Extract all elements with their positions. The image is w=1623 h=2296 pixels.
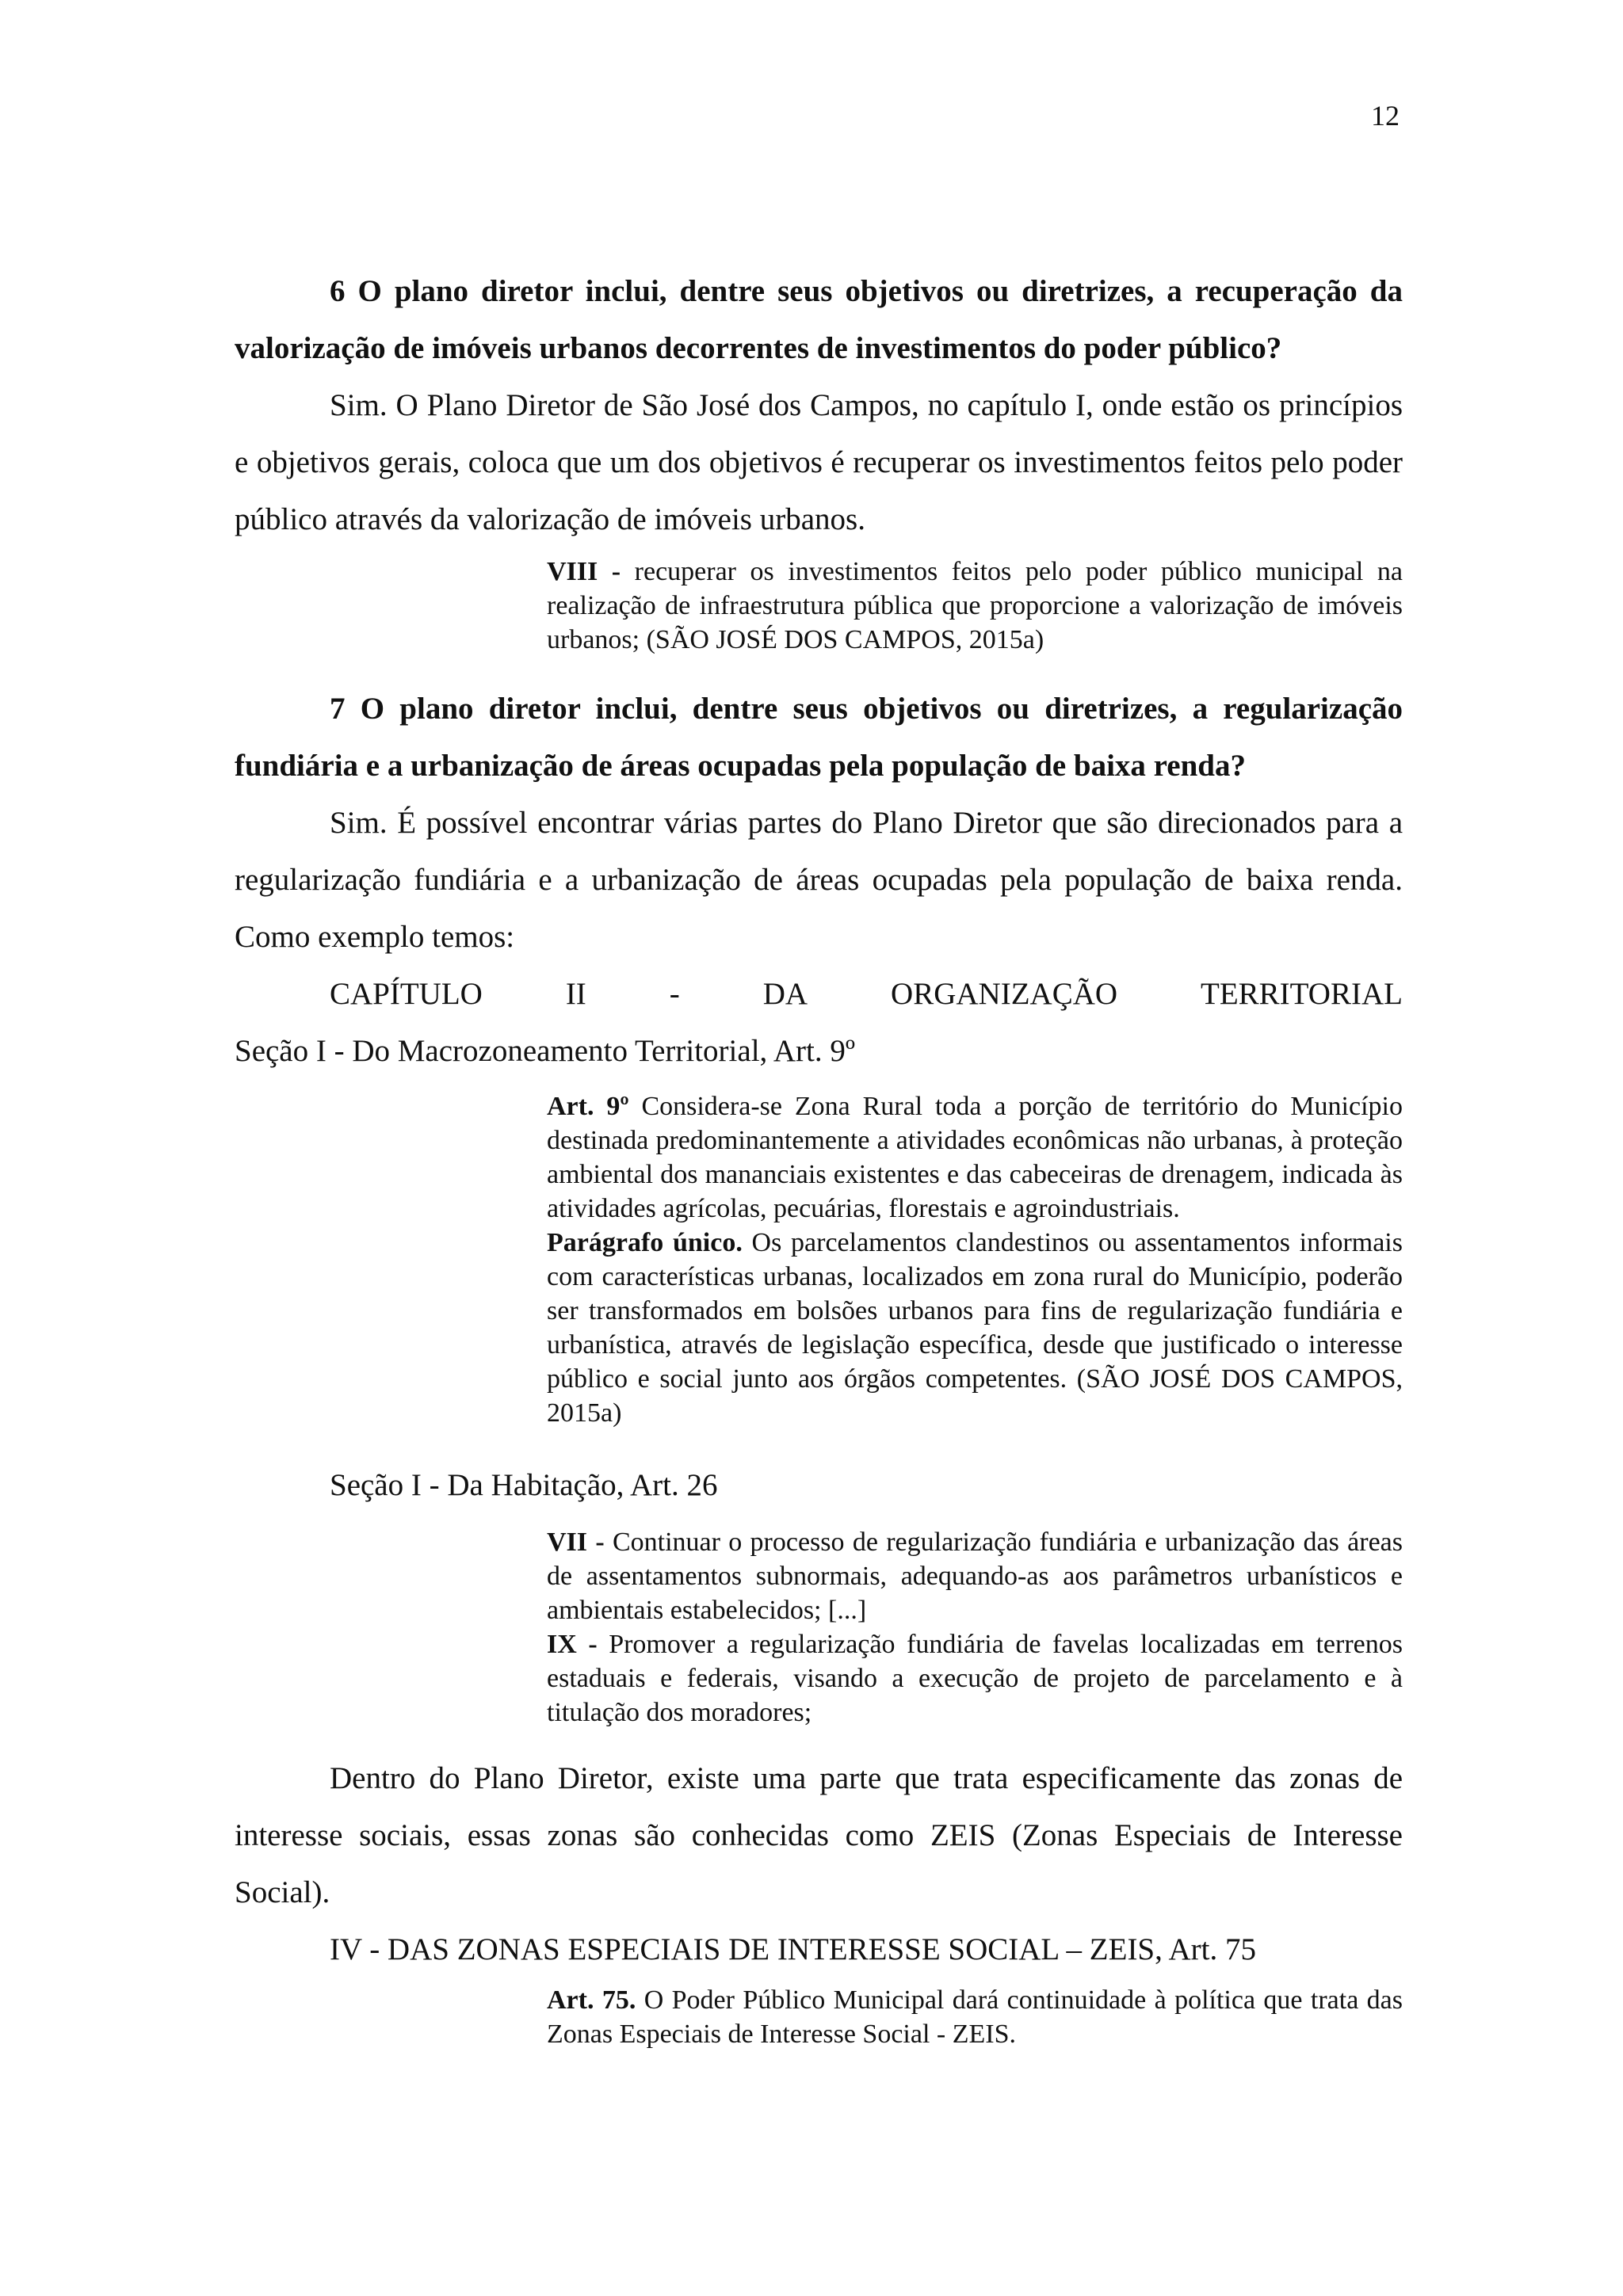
quote-art-26 xyxy=(547,1525,1403,1730)
art-9-label: Art. 9º xyxy=(547,1092,629,1121)
chapter-word: ORGANIZAÇÃO xyxy=(891,977,1118,1011)
zeis-paragraph: Dentro do Plano Diretor, existe uma parte que trata especificamente das zonas de interesse sociais, essas zonas são conhecidas como ZEIS (Zonas Especiais de Interesse Social). xyxy=(235,1761,1403,1909)
paragrafo-unico-label: Parágrafo único. xyxy=(547,1228,743,1257)
section-habitacao: Seção I - Da Habitação, Art. 26 xyxy=(330,1468,718,1502)
item-ix-text: Promover a regularização fundiária de favelas localizadas em terrenos estaduais e federais, visando a execução de projeto de parcelamento e à titulação dos moradores; xyxy=(547,1630,1403,1727)
art-9-text: Considera-se Zona Rural toda a porção de território do Município destinada predominantemente a atividades econômicas não urbanas, à proteção ambiental dos mananciais existentes e das cabeceiras de drenagem, indicada às atividades agrícolas, pecuárias, florestais e agroindustriais. xyxy=(547,1092,1403,1223)
item-vii-label: VII - xyxy=(547,1527,605,1557)
chapter-word: II xyxy=(565,977,586,1011)
item-vii xyxy=(547,1525,1403,1627)
chapter-word: TERRITORIAL xyxy=(1201,977,1403,1011)
chapter-heading xyxy=(235,966,1403,1023)
art-75-label: Art. 75. xyxy=(547,1985,636,2015)
answer-7: Sim. É possível encontrar várias partes do Plano Diretor que são direcionados para a regularização fundiária e a urbanização de áreas ocupadas pela população de baixa renda. Como exemplo temos: xyxy=(235,806,1403,954)
paragrafo-unico xyxy=(547,1226,1403,1430)
quote-viii-label: VIII - xyxy=(547,557,621,586)
chapter-word: DA xyxy=(762,977,808,1011)
question-7: 7 O plano diretor inclui, dentre seus objetivos ou diretrizes, a regularização fundiária e a urbanização de áreas ocupadas pela população de baixa renda? xyxy=(235,692,1403,783)
item-ix-label: IX - xyxy=(547,1630,598,1659)
chapter-word: CAPÍTULO xyxy=(330,977,483,1011)
quote-viii xyxy=(547,555,1403,657)
item-ix xyxy=(547,1627,1403,1730)
art-75-text: O Poder Público Municipal dará continuidade à política que trata das Zonas Especiais de Interesse Social - ZEIS. xyxy=(547,1985,1403,2049)
chapter-word: - xyxy=(669,977,680,1011)
page-number: 12 xyxy=(1371,100,1400,132)
section-macrozoneamento: Seção I - Do Macrozoneamento Territorial, Art. 9º xyxy=(235,1034,855,1068)
question-6: 6 O plano diretor inclui, dentre seus objetivos ou diretrizes, a recuperação da valorização de imóveis urbanos decorrentes de investimentos do poder público? xyxy=(235,274,1403,365)
zeis-heading: IV - DAS ZONAS ESPECIAIS DE INTERESSE SOCIAL – ZEIS, Art. 75 xyxy=(330,1932,1256,1966)
document-body xyxy=(235,263,1403,2051)
answer-6: Sim. O Plano Diretor de São José dos Campos, no capítulo I, onde estão os princípios e objetivos gerais, coloca que um dos objetivos é recuperar os investimentos feitos pelo poder público através da valorização de imóveis urbanos. xyxy=(235,388,1403,536)
quote-art-9 xyxy=(547,1089,1403,1430)
art-9-paragraph xyxy=(547,1089,1403,1226)
quote-viii-text: recuperar os investimentos feitos pelo poder público municipal na realização de infraestrutura pública que proporcione a valorização de imóveis urbanos; (SÃO JOSÉ DOS CAMPOS, 2015a) xyxy=(547,557,1403,654)
quote-art-75 xyxy=(547,1983,1403,2051)
paragrafo-unico-text: Os parcelamentos clandestinos ou assentamentos informais com características urbanas, localizados em zona rural do Município, poderão ser transformados em bolsões urbanos para fins de regularização fundiária e urbanística, através de legislação específica, desde que justificado o interesse público e social junto aos órgãos competentes. (SÃO JOSÉ DOS CAMPOS, 2015a) xyxy=(547,1228,1403,1428)
item-vii-text: Continuar o processo de regularização fundiária e urbanização das áreas de assentamentos subnormais, adequando-as aos parâmetros urbanísticos e ambientais estabelecidos; [...] xyxy=(547,1527,1403,1625)
